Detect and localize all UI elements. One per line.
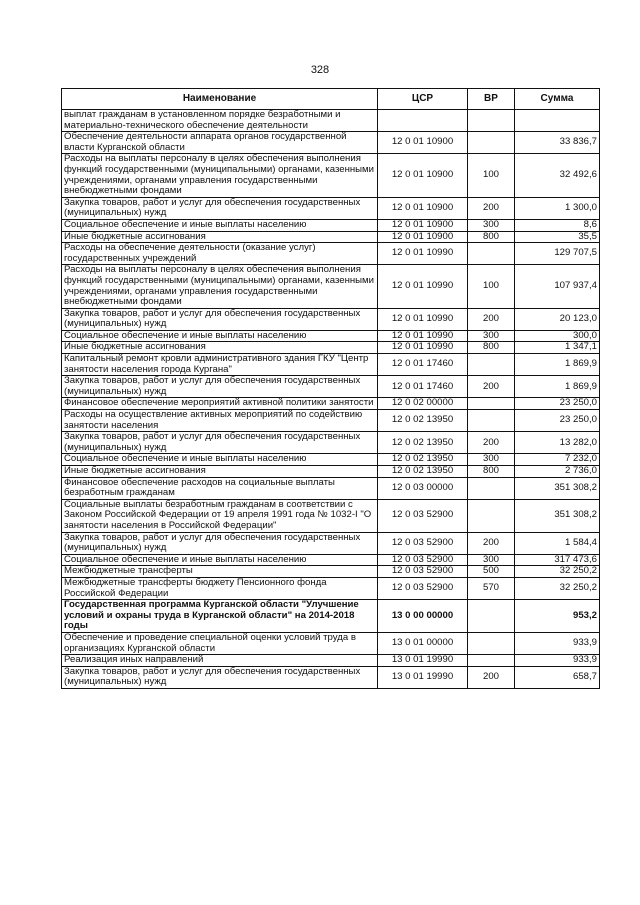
row-vr: 200	[468, 197, 515, 219]
table-body	[62, 110, 600, 689]
row-vr	[468, 243, 515, 265]
table-row	[62, 632, 600, 654]
row-vr: 300	[468, 330, 515, 342]
row-name: Расходы на обеспечение деятельности (оказание услуг) государственных учреждений	[62, 243, 378, 265]
row-csr: 12 0 01 10900	[378, 154, 468, 197]
row-sum: 933,9	[515, 655, 600, 667]
row-sum: 351 308,2	[515, 477, 600, 499]
row-csr: 13 0 01 19990	[378, 666, 468, 688]
table-row	[62, 410, 600, 432]
row-vr	[468, 600, 515, 633]
table-row	[62, 532, 600, 554]
row-vr: 200	[468, 308, 515, 330]
row-sum: 13 282,0	[515, 432, 600, 454]
table-row	[62, 666, 600, 688]
table-row	[62, 219, 600, 231]
budget-table	[61, 88, 600, 689]
row-sum: 35,5	[515, 231, 600, 243]
row-name: Закупка товаров, работ и услуг для обеспечения государственных (муниципальных) нужд	[62, 376, 378, 398]
row-sum: 8,6	[515, 219, 600, 231]
row-csr: 12 0 02 13950	[378, 410, 468, 432]
row-name: Обеспечение деятельности аппарата органов государственной власти Курганской области	[62, 132, 378, 154]
row-sum: 23 250,0	[515, 398, 600, 410]
row-sum: 351 308,2	[515, 499, 600, 532]
row-vr	[468, 477, 515, 499]
row-sum: 1 869,9	[515, 354, 600, 376]
row-vr: 100	[468, 265, 515, 308]
row-vr	[468, 132, 515, 154]
row-name: Закупка товаров, работ и услуг для обеспечения государственных (муниципальных) нужд	[62, 666, 378, 688]
row-sum: 2 736,0	[515, 466, 600, 478]
table-row	[62, 354, 600, 376]
row-csr: 12 0 01 10900	[378, 197, 468, 219]
row-vr	[468, 398, 515, 410]
row-csr: 12 0 01 10990	[378, 330, 468, 342]
row-vr	[468, 110, 515, 132]
table-row	[62, 577, 600, 599]
row-name: Обеспечение и проведение специальной оценки условий труда в организациях Курганской области	[62, 632, 378, 654]
row-csr: 12 0 03 52900	[378, 532, 468, 554]
table-row	[62, 154, 600, 197]
row-vr: 300	[468, 454, 515, 466]
table-row	[62, 308, 600, 330]
row-vr	[468, 410, 515, 432]
row-vr	[468, 655, 515, 667]
row-csr: 13 0 00 00000	[378, 600, 468, 633]
column-header-sum: Сумма	[515, 89, 600, 110]
table-row	[62, 243, 600, 265]
row-sum: 32 250,2	[515, 566, 600, 578]
row-name: Иные бюджетные ассигнования	[62, 231, 378, 243]
row-csr: 12 0 03 52900	[378, 577, 468, 599]
row-csr: 12 0 02 00000	[378, 398, 468, 410]
row-name: Социальное обеспечение и иные выплаты населению	[62, 219, 378, 231]
row-vr: 800	[468, 466, 515, 478]
row-csr	[378, 110, 468, 132]
row-sum: 32 250,2	[515, 577, 600, 599]
row-name: Финансовое обеспечение расходов на социальные выплаты безработным гражданам	[62, 477, 378, 499]
row-sum: 23 250,0	[515, 410, 600, 432]
row-vr	[468, 632, 515, 654]
row-sum: 1 347,1	[515, 342, 600, 354]
row-name: Иные бюджетные ассигнования	[62, 342, 378, 354]
row-sum: 658,7	[515, 666, 600, 688]
table-row	[62, 342, 600, 354]
row-csr: 12 0 01 10990	[378, 265, 468, 308]
row-name: Социальное обеспечение и иные выплаты населению	[62, 330, 378, 342]
row-name: Расходы на выплаты персоналу в целях обеспечения выполнения функций государственными (муниципальными) органами, казенными учреждениями, органами управления государственными внебюджетными фондами	[62, 265, 378, 308]
row-vr: 800	[468, 342, 515, 354]
row-csr: 12 0 03 52900	[378, 566, 468, 578]
row-sum: 1 300,0	[515, 197, 600, 219]
row-name: Государственная программа Курганской области "Улучшение условий и охраны труда в Курганской области" на 2014-2018 годы	[62, 600, 378, 633]
table-row	[62, 330, 600, 342]
row-vr: 500	[468, 566, 515, 578]
table-row	[62, 454, 600, 466]
column-header-csr: ЦСР	[378, 89, 468, 110]
row-name: Расходы на осуществление активных мероприятий по содействию занятости населения	[62, 410, 378, 432]
row-name: Финансовое обеспечение мероприятий активной политики занятости	[62, 398, 378, 410]
row-vr: 800	[468, 231, 515, 243]
row-sum: 7 232,0	[515, 454, 600, 466]
table-row	[62, 477, 600, 499]
row-name: Расходы на выплаты персоналу в целях обеспечения выполнения функций государственными (муниципальными) органами, казенными учреждениями, органами управления государственными внебюджетными фондами	[62, 154, 378, 197]
row-name: Иные бюджетные ассигнования	[62, 466, 378, 478]
row-name: Социальное обеспечение и иные выплаты населению	[62, 454, 378, 466]
row-vr: 200	[468, 532, 515, 554]
row-vr: 200	[468, 666, 515, 688]
row-sum: 933,9	[515, 632, 600, 654]
header-row	[62, 89, 600, 110]
row-csr: 12 0 01 17460	[378, 354, 468, 376]
row-csr: 12 0 01 10990	[378, 308, 468, 330]
table-row	[62, 197, 600, 219]
table-row	[62, 566, 600, 578]
row-sum: 317 473,6	[515, 554, 600, 566]
row-name: Социальное обеспечение и иные выплаты населению	[62, 554, 378, 566]
row-name: Межбюджетные трансферты	[62, 566, 378, 578]
row-name: Закупка товаров, работ и услуг для обеспечения государственных (муниципальных) нужд	[62, 308, 378, 330]
row-sum: 129 707,5	[515, 243, 600, 265]
row-name: Реализация иных направлений	[62, 655, 378, 667]
table-row	[62, 499, 600, 532]
row-csr: 12 0 02 13950	[378, 454, 468, 466]
row-sum	[515, 110, 600, 132]
row-vr: 570	[468, 577, 515, 599]
table-row	[62, 600, 600, 633]
table-row	[62, 132, 600, 154]
column-header-name: Наименование	[62, 89, 378, 110]
row-csr: 12 0 02 13950	[378, 466, 468, 478]
row-csr: 12 0 03 52900	[378, 554, 468, 566]
row-sum: 33 836,7	[515, 132, 600, 154]
row-vr: 300	[468, 554, 515, 566]
row-sum: 1 869,9	[515, 376, 600, 398]
row-name: Капитальный ремонт кровли административного здания ГКУ "Центр занятости населения города Кургана"	[62, 354, 378, 376]
row-vr: 200	[468, 376, 515, 398]
table-row	[62, 398, 600, 410]
row-name: Социальные выплаты безработным гражданам в соответствии с Законом Российской Федерации от 19 апреля 1991 года № 1032-I "О занятости населения в Российской Федерации"	[62, 499, 378, 532]
row-vr: 300	[468, 219, 515, 231]
table-row	[62, 110, 600, 132]
row-csr: 12 0 02 13950	[378, 432, 468, 454]
row-csr: 12 0 01 10900	[378, 231, 468, 243]
table-row	[62, 231, 600, 243]
row-vr: 200	[468, 432, 515, 454]
row-csr: 12 0 03 00000	[378, 477, 468, 499]
row-sum: 107 937,4	[515, 265, 600, 308]
row-name: выплат гражданам в установленном порядке безработными и материально-технического обеспечение деятельности	[62, 110, 378, 132]
row-name: Межбюджетные трансферты бюджету Пенсионного фонда Российской Федерации	[62, 577, 378, 599]
row-csr: 12 0 01 10900	[378, 219, 468, 231]
row-name: Закупка товаров, работ и услуг для обеспечения государственных (муниципальных) нужд	[62, 432, 378, 454]
row-vr: 100	[468, 154, 515, 197]
row-csr: 12 0 01 10900	[378, 132, 468, 154]
row-csr: 12 0 01 10990	[378, 342, 468, 354]
row-csr: 12 0 01 10990	[378, 243, 468, 265]
row-sum: 953,2	[515, 600, 600, 633]
table-row	[62, 655, 600, 667]
table-row	[62, 376, 600, 398]
column-header-vr: ВР	[468, 89, 515, 110]
row-sum: 20 123,0	[515, 308, 600, 330]
row-csr: 13 0 01 19990	[378, 655, 468, 667]
row-sum: 1 584,4	[515, 532, 600, 554]
row-csr: 13 0 01 00000	[378, 632, 468, 654]
row-csr: 12 0 01 17460	[378, 376, 468, 398]
row-csr: 12 0 03 52900	[378, 499, 468, 532]
row-sum: 32 492,6	[515, 154, 600, 197]
row-vr	[468, 499, 515, 532]
table-row	[62, 554, 600, 566]
row-name: Закупка товаров, работ и услуг для обеспечения государственных (муниципальных) нужд	[62, 532, 378, 554]
row-sum: 300,0	[515, 330, 600, 342]
table-row	[62, 265, 600, 308]
table-row	[62, 466, 600, 478]
page-number: 328	[310, 64, 330, 76]
row-name: Закупка товаров, работ и услуг для обеспечения государственных (муниципальных) нужд	[62, 197, 378, 219]
row-vr	[468, 354, 515, 376]
table-row	[62, 432, 600, 454]
